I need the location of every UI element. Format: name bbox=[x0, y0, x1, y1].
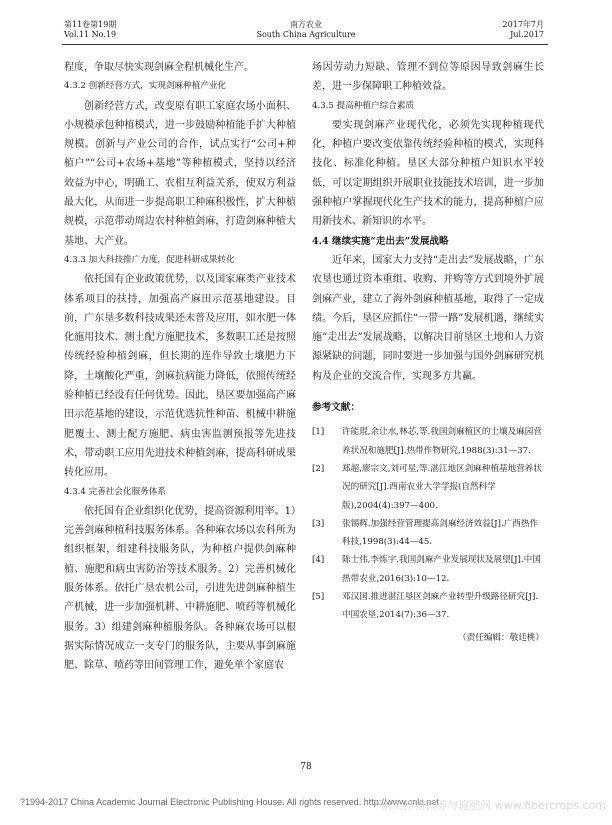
reference-item bbox=[312, 551, 544, 588]
watermark: 麻类作物营养与施肥网 www.fibercrops.com bbox=[381, 799, 606, 812]
journal-name-en: South China Agriculture bbox=[256, 30, 356, 39]
reference-number: [3] bbox=[312, 518, 325, 529]
date-en: Jul.2017 bbox=[510, 30, 544, 39]
section-heading: 4.4 继续实施“走出去”发展战略 bbox=[312, 235, 449, 247]
responsible-editor: （责任编辑：敬廷桃） bbox=[458, 632, 544, 643]
volume-en: Vol.11 No.19 bbox=[64, 30, 117, 39]
subsection-heading: 4.3.2 创新经营方式，实现剑麻种植产业化 bbox=[64, 81, 227, 92]
copyright-footer: ?1994-2017 China Academic Journal Electronic Publishing House. All rights reserved. http://www.cnki.net bbox=[20, 797, 439, 807]
reference-number: [5] bbox=[312, 592, 325, 603]
left-column bbox=[64, 58, 296, 676]
references-heading: 参考文献： bbox=[312, 402, 360, 414]
subsection-heading: 4.3.3 加大科技推广力度，促进科研成果转化 bbox=[64, 254, 235, 265]
subsection-heading: 4.3.4 完善社会化服务体系 bbox=[64, 486, 166, 497]
journal-date bbox=[503, 20, 544, 40]
reference-item bbox=[312, 515, 544, 552]
reference-item bbox=[312, 588, 544, 625]
paragraph: 场因劳动力短缺、管理不到位等原因导致剑麻生长差，进一步保障职工种植效益。 bbox=[312, 62, 544, 93]
paragraph: 近年来，国家大力支持“走出去”发展战略，广东农垦也通过资本重组、收购、并购等方式到境外扩展剑麻产业，建立了海外剑麻种植基地，取得了一定成绩。今后，垦区应抓住“一带一路”发展机遇，继续实施“走出去”发展战略，以解决目前垦区土地和人力资源紧缺的问题，同时要进一步加强与国外剑麻研究机构及企业的交流合作，实现多方共赢。 bbox=[312, 254, 544, 382]
reference-text: 郑超,廖宗文,刘可星,等.湛江地区剑麻种植基地营养状况的研究[J].西南农业大学学报(自然科学版),2004(4):397—400. bbox=[342, 463, 542, 511]
paragraph: 程度，争取尽快实现剑麻全程机械化生产。 bbox=[64, 62, 254, 73]
subsection-heading: 4.3.5 提高种植户综合素质 bbox=[312, 100, 414, 111]
date-cn: 2017年7月 bbox=[502, 20, 544, 29]
paragraph: 依托国有企业组织化优势，提高资源利用率。1）完善剑麻种植科技服务体系。各种麻农场以农科所为组织框架，组建科技服务队，为种植户提供剑麻种植、施肥和病虫害防治等技术服务。2）完善机械化服务体系。依托广垦农机公司，引进先进剑麻种植生产机械，进一步加强机耕、中耕施肥、喷药等机械化服务。3）组建剑麻种植服务队。各种麻农场可以根据实际情况成立一支专门的服务队，主要从事剑麻施肥、除草、喷药等田间管理工作，避免单个家庭农 bbox=[64, 505, 296, 672]
reference-number: [4] bbox=[312, 555, 325, 566]
reference-text: 张锡辉.加强经营管理提高剑麻经济效益[J].广西热作科技,1998(3):44—45. bbox=[342, 518, 539, 548]
reference-text: 许能琨,余让水,林芯,等.我国剑麻植区的土壤及麻园营养状况和施肥[J].热带作物研究,1988(3):31—37. bbox=[342, 427, 542, 456]
header-divider bbox=[62, 44, 548, 45]
volume-cn: 第11卷第19期 bbox=[64, 20, 117, 29]
reference-item bbox=[312, 460, 544, 515]
journal-name-cn: 南方农业 bbox=[290, 20, 322, 29]
reference-list bbox=[312, 423, 544, 624]
reference-text: 陈士伟,李炼宇.我国剑麻产业发展现状及展望[J].中国热带农业,2016(3):10—12. bbox=[342, 555, 541, 584]
reference-number: [1] bbox=[312, 427, 325, 438]
paragraph: 创新经营方式，改变原有职工家庭农场小面积、小规模承包种植模式，进一步鼓励种植能手扩大种植规模。创新与产业公司的合作，试点实行“公司+种植户”“公司+农场+基地”等种植模式，坚持以经济效益为中心，明确工、农相互利益关系，使双方利益最大化，从而进一步提高职工种麻积极性，扩大种植规模，示范带动周边农村种植剑麻，打造剑麻种植大基地、大产业。 bbox=[64, 100, 296, 247]
page-number: 78 bbox=[300, 762, 312, 772]
reference-item bbox=[312, 423, 544, 460]
paragraph: 依托国有企业政策优势，以及国家麻类产业技术体系项目的扶持，加强高产麻田示范基地建设。目前，广东垦多数科技成果还未普及应用，如水肥一体化施用技术、测土配方施肥技术，多数职工还是按照传统经验种植剑麻，但长期的连作导致土壤肥力下降，土壤酸化严重，剑麻抗病能力降低，依照传统经验种植已经没有任何优势。因此，垦区要加强高产麻田示范基地的建设，示范优选抗性种苗、机械中耕施肥覆土、测土配方施肥、病虫害监测预报等先进技术，带动职工应用先进技术种植剑麻，提高科研成果转化应用。 bbox=[64, 274, 296, 479]
reference-text: 邓汉国.推进湛江垦区剑麻产业转型升级路径研究[J].中国农垦,2014(7):36—37. bbox=[342, 592, 539, 621]
reference-number: [2] bbox=[312, 463, 325, 474]
right-column bbox=[312, 58, 544, 648]
paragraph: 要实现剑麻产业现代化，必须先实现种植现代化，种植户要改变依靠传统经验种植的模式，实现科技化、标准化种植。垦区大部分种植户知识水平较低，可以定期组织开展职业技能技术培训，进一步加强种植户掌握现代化生产技术的能力，提高种植户应用新技术、新知识的水平。 bbox=[312, 119, 544, 228]
